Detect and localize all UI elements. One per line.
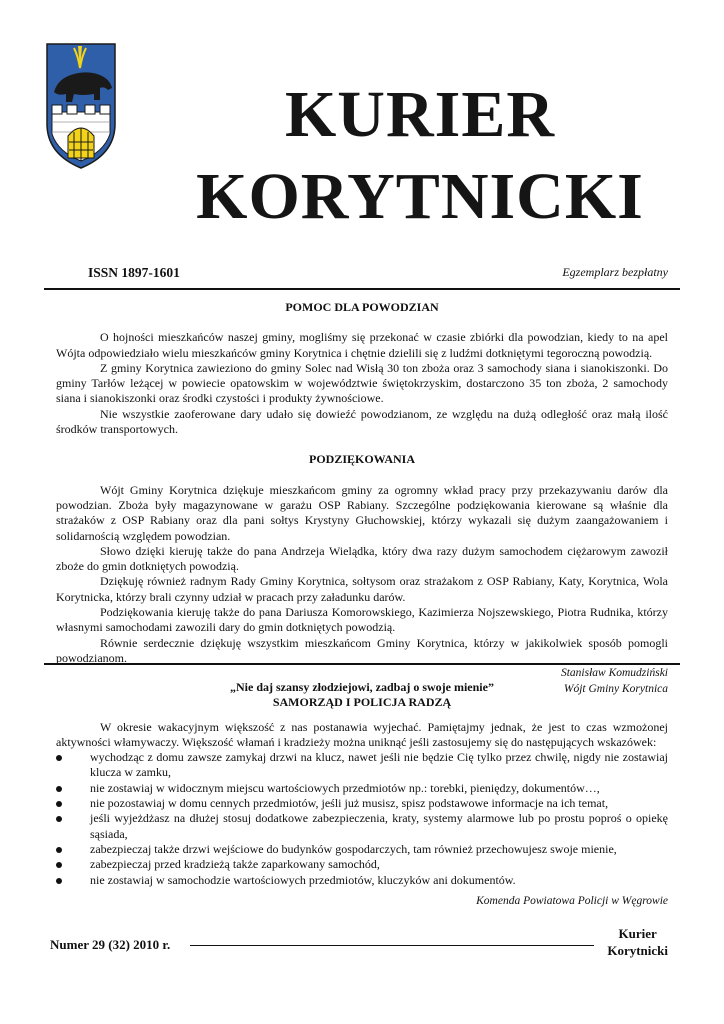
issn-number: ISSN 1897-1601 [88, 265, 180, 280]
article-paragraph: Słowo dzięki kieruję także do pana Andrzeja Wielądka, który dwa razy dużym samochodem ciężarowym zawoził zboże do gmin dotkniętych powodzią. [56, 543, 668, 574]
free-copy-note: Egzemplarz bezpłatny [562, 265, 668, 279]
list-item: nie zostawiaj w samochodzie wartościowych przedmiotów, kluczyków ani dokumentów. [56, 873, 668, 888]
list-item: nie pozostawiaj w domu cennych przedmiotów, jeśli już musisz, spisz podstawowe informacje na ich temat, [56, 796, 668, 811]
bullet-icon [56, 878, 62, 884]
signature-role: Wójt Gminy Korytnica [563, 682, 668, 695]
article-paragraph: Dziękuję również radnym Rady Gminy Korytnica, sołtysom oraz strażakom z OSP Rabiany, Katy, Korytnica, Wola Korytnicka, którzy brali czynny udział w pracach przy załadunku darów. [56, 574, 668, 604]
bullet-icon [56, 786, 62, 792]
bullet-icon [56, 862, 62, 868]
article-title: PODZIĘKOWANIA [308, 452, 415, 467]
header-divider [44, 288, 680, 290]
footer-divider [190, 945, 594, 946]
list-item: zabezpieczaj także drzwi wejściowe do budynków gospodarczych, tam również przechowujesz swoje mienie, [56, 842, 668, 857]
footer-name-line2: Korytnicki [607, 943, 668, 958]
masthead-title-line2: KORYTNICKI [196, 160, 644, 233]
article-title: POMOC DLA POWODZIAN [285, 300, 439, 314]
list-item: zabezpieczaj przed kradzieżą także zaparkowany samochód, [56, 857, 668, 872]
article-paragraph: Równie serdecznie dziękuję wszystkim mieszkańcom Gminy Korytnica, którzy w jakikolwiek sposób pomogli powodzianom. [56, 635, 668, 665]
article-subtitle: SAMORZĄD I POLICJA RADZĄ [272, 695, 452, 710]
article-flood-aid [56, 300, 668, 697]
list-item: nie zostawiaj w widocznym miejscu wartościowych przedmiotów np.: torebki, pieniędzy, dokumentów…, [56, 781, 668, 796]
article-paragraph: O hojności mieszkańców naszej gminy, mogliśmy się przekonać w czasie zbiórki dla powodzian, kiedy to na apel Wójta odpowiedziało wielu mieszkańców gminy Korytnica i chętnie dzielili się z ludźmi dotkniętymi tegoroczną powodzią. [56, 330, 668, 360]
list-item: jeśli wyjeżdżasz na dłużej stosuj dodatkowe zabezpieczenia, kraty, systemy alarmowe lub po prostu poproś o opiekę sąsiada, [56, 811, 668, 842]
section-divider [44, 663, 680, 665]
masthead-title-line1: KURIER [284, 78, 556, 151]
bullet-icon [56, 801, 62, 807]
article-paragraph: Podziękowania kieruję także do pana Dariusza Komorowskiego, Kazimierza Nojszewskiego, Piotra Rudnika, którzy własnymi samochodami zawozili dary do gmin dotkniętych powodzią. [56, 605, 668, 635]
article-theft-prevention [56, 680, 668, 909]
footer-name-line1: Kurier [618, 926, 657, 941]
article-paragraph: Z gminy Korytnica zawieziono do gminy Solec nad Wisłą 30 ton zboża oraz 3 samochody siana i sianokiszonki. Do gminy Tarłów leżącej w powiecie opatowskim w województwie świętokrzyskim, dostarczono 35 ton zboża, 2 samochody siana i sianokiszonki oraz środki czystości i produkty żywnościowe. [56, 360, 668, 406]
article-paragraph: Nie wszystkie zaoferowane dary udało się dowieźć powodzianom, ze względu na dużą odległość oraz małą ilość środków transportowych. [56, 406, 668, 437]
bullet-icon [56, 816, 62, 822]
bullet-icon [56, 755, 62, 761]
article-title: „Nie daj szansy złodziejowi, zadbaj o swoje mienie” [230, 680, 494, 694]
tips-list [56, 750, 668, 888]
issue-number: Numer 29 (32) 2010 r. [50, 937, 171, 952]
bullet-icon [56, 847, 62, 853]
footer-publication-name [607, 925, 668, 959]
coat-of-arms-logo [44, 42, 118, 170]
list-item: wychodząc z domu zawsze zamykaj drzwi na klucz, nawet jeśli nie będzie Cię tylko przez chwilę, nigdy nie zostawiaj klucza w zamku, [56, 750, 668, 781]
article-source: Komenda Powiatowa Policji w Węgrowie [476, 894, 668, 907]
article-paragraph: W okresie wakacyjnym większość z nas postanawia wyjechać. Pamiętajmy jednak, że jest to czas wzmożonej aktywności włamywaczy. Większość włamań i kradzieży można uniknąć jeśli zastosujemy się do następujących wskazówek: [56, 719, 668, 749]
article-paragraph: Wójt Gminy Korytnica dziękuje mieszkańcom gminy za ogromny wkład pracy przy przekazywaniu darów dla powodzian. Zboża były magazynowane w garażu OSP Rabiany. Szczególne podziękowania kierowane są właśnie dla strażaków z OSP Rabiany oraz dla pani sołtys Krystyny Głuchowskiej, którzy wykazali się dużym zaangażowaniem i solidarnością względem powodzian. [56, 482, 668, 543]
signature-name: Stanisław Komudziński [560, 667, 668, 680]
